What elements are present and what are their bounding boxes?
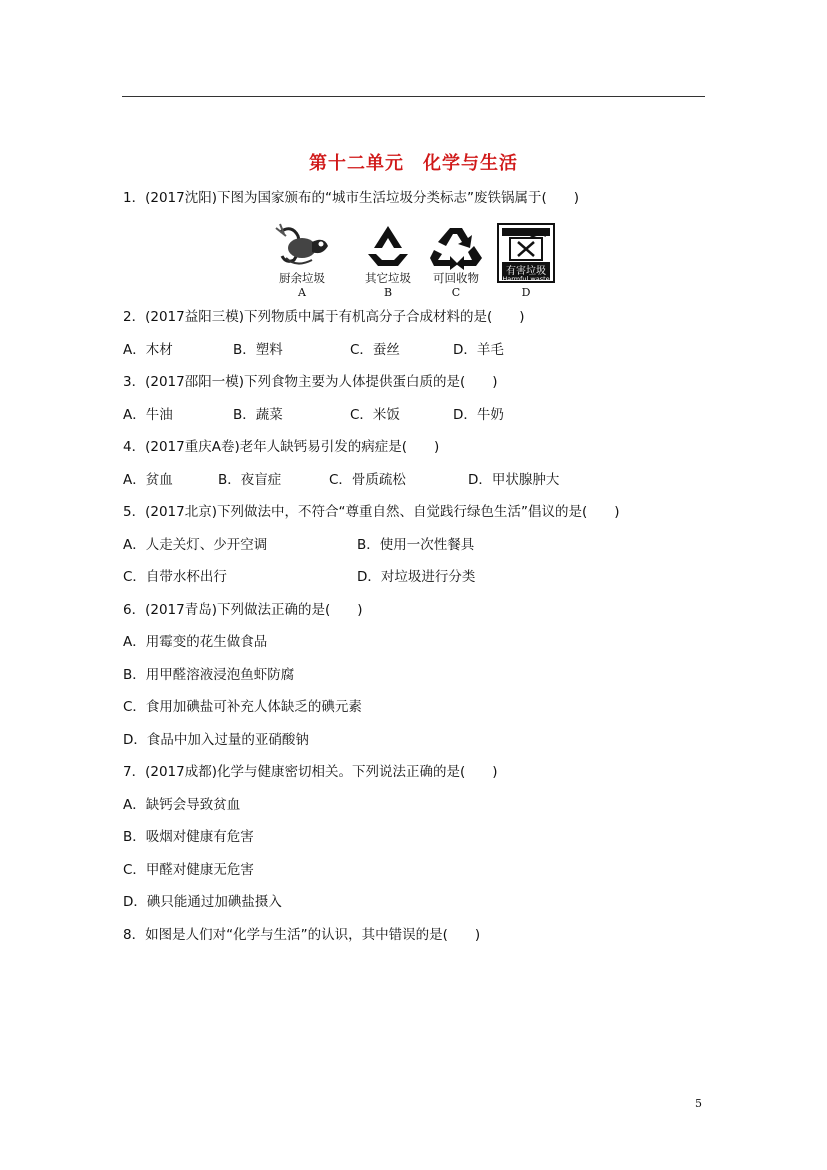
other-waste-icon (358, 222, 418, 270)
question-6-option-a: A．用霉变的花生做食品 (123, 634, 268, 650)
question-5-options-row1 (123, 536, 723, 554)
sign-d-caption: 有害垃圾 (506, 266, 546, 277)
sign-a-caption: 厨余垃圾 (279, 271, 325, 285)
sign-d-caption-en: Harmful waste (502, 275, 550, 283)
question-5-stem: 5．(2017北京)下列做法中，不符合“尊重自然、自觉践行绿色生活”倡议的是( ) (123, 504, 620, 520)
sign-b-caption: 其它垃圾 (365, 271, 411, 285)
option-b: B．蔬菜 (233, 407, 283, 423)
option-d: D．牛奶 (453, 407, 504, 423)
option-c: C．自带水杯出行 (123, 569, 227, 585)
header-rule (122, 96, 705, 97)
sign-d (496, 222, 556, 302)
question-8-stem: 8．如图是人们对“化学与生活”的认识，其中错误的是( ) (123, 927, 481, 943)
question-1-stem: 1．(2017沈阳)下图为国家颁布的“城市生活垃圾分类标志”废铁锅属于( ) (123, 190, 579, 206)
question-2-options (123, 341, 723, 359)
option-d: D．甲状腺肿大 (468, 472, 560, 488)
question-7-option-a: A．缺钙会导致贫血 (123, 797, 241, 813)
option-c: C．骨质疏松 (329, 472, 406, 488)
sign-b (358, 222, 418, 302)
option-a: A．牛油 (123, 407, 173, 423)
page-number: 5 (695, 1097, 702, 1110)
question-7-option-d: D．碘只能通过加碘盐摄入 (123, 894, 282, 910)
question-5-options-row2 (123, 568, 723, 586)
sign-c-letter: C (451, 286, 461, 299)
question-6-option-c: C．食用加碘盐可补充人体缺乏的碘元素 (123, 699, 362, 715)
option-a: A．木材 (123, 342, 173, 358)
question-7-option-b: B．吸烟对健康有危害 (123, 829, 254, 845)
sign-c-caption: 可回收物 (433, 271, 479, 285)
question-7-option-c: C．甲醛对健康无危害 (123, 862, 254, 878)
sign-c (426, 222, 486, 302)
question-2-stem: 2．(2017益阳三模)下列物质中属于有机高分子合成材料的是( ) (123, 309, 525, 325)
option-b: B．夜盲症 (218, 472, 282, 488)
sign-a (272, 222, 332, 302)
sign-a-letter: A (298, 286, 306, 299)
question-6-option-b: B．用甲醛溶液浸泡鱼虾防腐 (123, 667, 295, 683)
question-4-stem: 4．(2017重庆A卷)老年人缺钙易引发的病症是( ) (123, 439, 440, 455)
option-b: B．塑料 (233, 342, 283, 358)
question-3-options (123, 406, 723, 424)
question-4-options (123, 471, 723, 489)
waste-signs-figure (270, 222, 560, 302)
food-waste-icon (272, 222, 332, 270)
option-a: A．贫血 (123, 472, 173, 488)
option-a: A．人走关灯、少开空调 (123, 537, 268, 553)
question-6-option-d: D．食品中加入过量的亚硝酸钠 (123, 732, 309, 748)
option-b: B．使用一次性餐具 (357, 537, 475, 553)
option-d: D．羊毛 (453, 342, 504, 358)
sign-b-letter: B (383, 286, 393, 299)
option-d: D．对垃圾进行分类 (357, 569, 476, 585)
question-7-stem: 7．(2017成都)化学与健康密切相关。下列说法正确的是( ) (123, 764, 498, 780)
recycle-icon (426, 222, 486, 270)
sign-d-letter: D (521, 286, 531, 299)
question-3-stem: 3．(2017邵阳一模)下列食物主要为人体提供蛋白质的是( ) (123, 374, 498, 390)
question-6-stem: 6．(2017青岛)下列做法正确的是( ) (123, 602, 363, 618)
option-c: C．蚕丝 (350, 342, 400, 358)
unit-title: 第十二单元 化学与生活 (309, 153, 518, 174)
option-c: C．米饭 (350, 407, 400, 423)
